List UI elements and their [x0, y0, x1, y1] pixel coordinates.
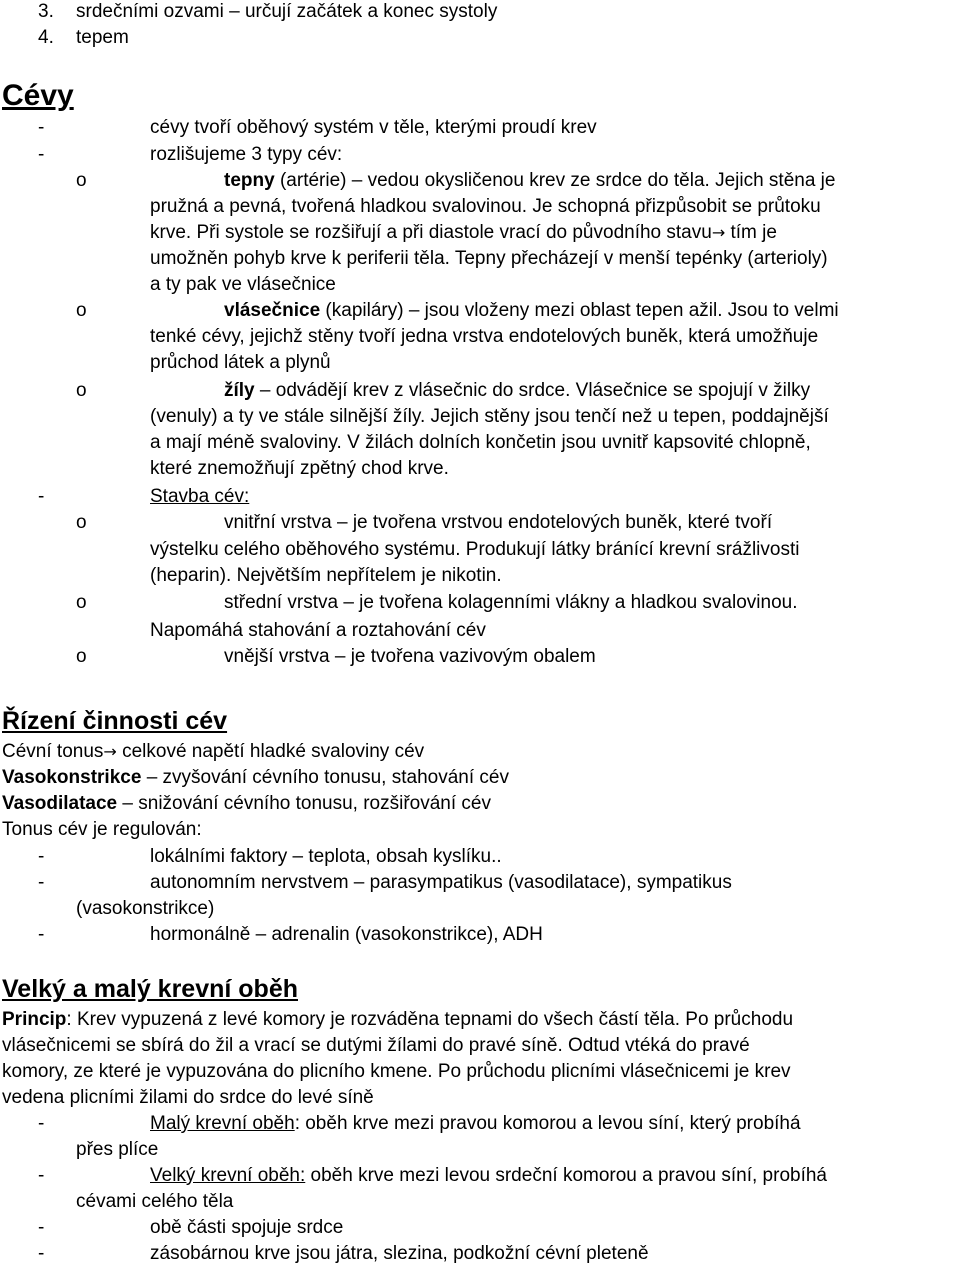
tepny-cont-text: krve. Při systole se rozšiřují a při diastole vrací do původního stavu [150, 222, 712, 243]
term-princip: Princip [2, 1009, 67, 1030]
list-item-cont: (vasokonstrikce) [76, 898, 215, 919]
list-item-text: autonomním nervstvem – parasympatikus (vasodilatace), sympatikus [150, 872, 732, 893]
princip-cont-line: vedena plicními žilami do srdce do levé síně [2, 1087, 374, 1108]
princip-cont-line: komory, ze které je vypuzována do plicního kmene. Po průchodu plicními vlásečnicemi je krev [2, 1061, 791, 1082]
circle-bullet: o [76, 300, 87, 321]
arrow-icon: → [711, 223, 726, 242]
circle-bullet: o [76, 380, 87, 401]
vlasecnice-first-line [224, 299, 839, 323]
list-number: 3. [38, 1, 54, 22]
term-maly-obeh: Malý krevní oběh [150, 1113, 295, 1134]
term-vasodilatace: Vasodilatace [2, 793, 118, 814]
regulace-line: Tonus cév je regulován: [2, 819, 202, 840]
zily-cont-line: (venuly) a ty ve stále silnější žíly. Jejich stěny jsou tenčí než u tepen, poddajnější [150, 406, 829, 427]
term-vasokonstrikce: Vasokonstrikce [2, 767, 142, 788]
stavba-stredni: střední vrstva – je tvořena kolagenními vlákny a hladkou svalovinou. [224, 592, 798, 613]
vlasecnice-def: (kapiláry) – jsou vloženy mezi oblast tepen ažil. Jsou to velmi [320, 300, 839, 321]
term-zily: žíly [224, 380, 255, 401]
tonus-term: Cévní tonus [2, 741, 104, 762]
tepny-cont-line: a ty pak ve vlásečnice [150, 274, 336, 295]
vasodilatace-line [2, 792, 491, 816]
term-vlasecnice: vlásečnice [224, 300, 321, 321]
princip-line [2, 1008, 793, 1032]
tepny-cont-text: tím je [725, 222, 777, 243]
stavba-cont-line: (heparin). Největším nepřítelem je nikotin. [150, 565, 502, 586]
maly-obeh-def: : oběh krve mezi pravou komorou a levou síní, který probíhá [294, 1113, 801, 1134]
vlasecnice-cont-line: průchod látek a plynů [150, 352, 331, 373]
tonus-def: celkové napětí hladké svaloviny cév [116, 741, 425, 762]
velky-obeh-def: oběh krve mezi levou srdeční komorou a pravou síní, probíhá [305, 1165, 827, 1186]
dash-bullet: - [38, 486, 45, 507]
term-tepny: tepny [224, 170, 275, 191]
maly-obeh-line [150, 1112, 801, 1136]
heading-cevy: Cévy [2, 79, 74, 112]
list-item-cont: přes plíce [76, 1139, 159, 1160]
dash-bullet: - [38, 117, 45, 138]
list-item-text: zásobárnou krve jsou játra, slezina, podkožní cévní pleteně [150, 1243, 649, 1264]
dash-bullet: - [38, 1217, 45, 1238]
list-item-text: cévy tvoří oběhový systém v těle, kterými proudí krev [150, 117, 597, 138]
princip-cont-line: vlásečnicemi se sbírá do žil a vrací se dutými žílami do pravé síně. Odtud vtéká do pravé [2, 1035, 750, 1056]
list-item-text: lokálními faktory – teplota, obsah kyslíku.. [150, 846, 502, 867]
circle-bullet: o [76, 592, 87, 613]
list-item-text: rozlišujeme 3 typy cév: [150, 144, 343, 165]
term-velky-obeh: Velký krevní oběh: [150, 1165, 306, 1186]
list-item-text: hormonálně – adrenalin (vasokonstrikce), ADH [150, 924, 543, 945]
list-item-text: obě části spojuje srdce [150, 1217, 344, 1238]
dash-bullet: - [38, 1243, 45, 1264]
velky-obeh-line [150, 1164, 827, 1188]
zily-cont-line: a mají méně svaloviny. V žilách dolních končetin jsou uvnitř kapsovité chlopně, [150, 432, 811, 453]
stavba-label: Stavba cév: [150, 486, 250, 507]
tepny-cont-line [150, 221, 777, 245]
vasokonstrikce-def: – zvyšování cévního tonusu, stahování cév [141, 767, 509, 788]
stavba-cont-line: Napomáhá stahování a roztahování cév [150, 620, 486, 641]
circle-bullet: o [76, 646, 87, 667]
list-item-text: srdečními ozvami – určují začátek a konec systoly [76, 1, 498, 22]
heading-obeh: Velký a malý krevní oběh [2, 975, 298, 1003]
dash-bullet: - [38, 1113, 45, 1134]
stavba-vnejsi: vnější vrstva – je tvořena vazivovým obalem [224, 646, 596, 667]
dash-bullet: - [38, 144, 45, 165]
dash-bullet: - [38, 924, 45, 945]
circle-bullet: o [76, 512, 87, 533]
zily-first-line [224, 379, 810, 403]
dash-bullet: - [38, 846, 45, 867]
arrow-icon: → [103, 742, 117, 761]
dash-bullet: - [38, 1165, 45, 1186]
vasodilatace-def: – snižování cévního tonusu, rozšiřování cév [117, 793, 491, 814]
zily-def: – odvádějí krev z vlásečnic do srdce. Vlásečnice se spojují v žilky [254, 380, 811, 401]
list-number: 4. [38, 27, 54, 48]
list-item-text: tepem [76, 27, 129, 48]
vasokonstrikce-line [2, 766, 509, 790]
princip-text: : Krev vypuzená z levé komory je rozváděna tepnami do všech částí těla. Po průchodu [66, 1009, 794, 1030]
tepny-def: (artérie) – vedou okysličenou krev ze srdce do těla. Jejich stěna je [274, 170, 836, 191]
tepny-cont-line: pružná a pevná, tvořená hladkou svalovinou. Je schopná přizpůsobit se průtoku [150, 196, 821, 217]
circle-bullet: o [76, 170, 87, 191]
tepny-cont-line: umožněn pohyb krve k periferii těla. Tepny přecházejí v menší tepénky (arterioly) [150, 248, 828, 269]
tonus-line [2, 740, 424, 764]
stavba-vnitrni: vnitřní vrstva – je tvořena vrstvou endotelových buněk, které tvoří [224, 512, 773, 533]
tepny-first-line [224, 169, 835, 193]
vlasecnice-cont-line: tenké cévy, jejichž stěny tvoří jedna vrstva endotelových buněk, která umožňuje [150, 326, 819, 347]
stavba-cont-line: výstelku celého oběhového systému. Produkují látky bránící krevní srážlivosti [150, 539, 800, 560]
zily-cont-line: které znemožňují zpětný chod krve. [150, 458, 449, 479]
dash-bullet: - [38, 872, 45, 893]
heading-rizeni: Řízení činnosti cév [2, 707, 228, 735]
list-item-cont: cévami celého těla [76, 1191, 234, 1212]
